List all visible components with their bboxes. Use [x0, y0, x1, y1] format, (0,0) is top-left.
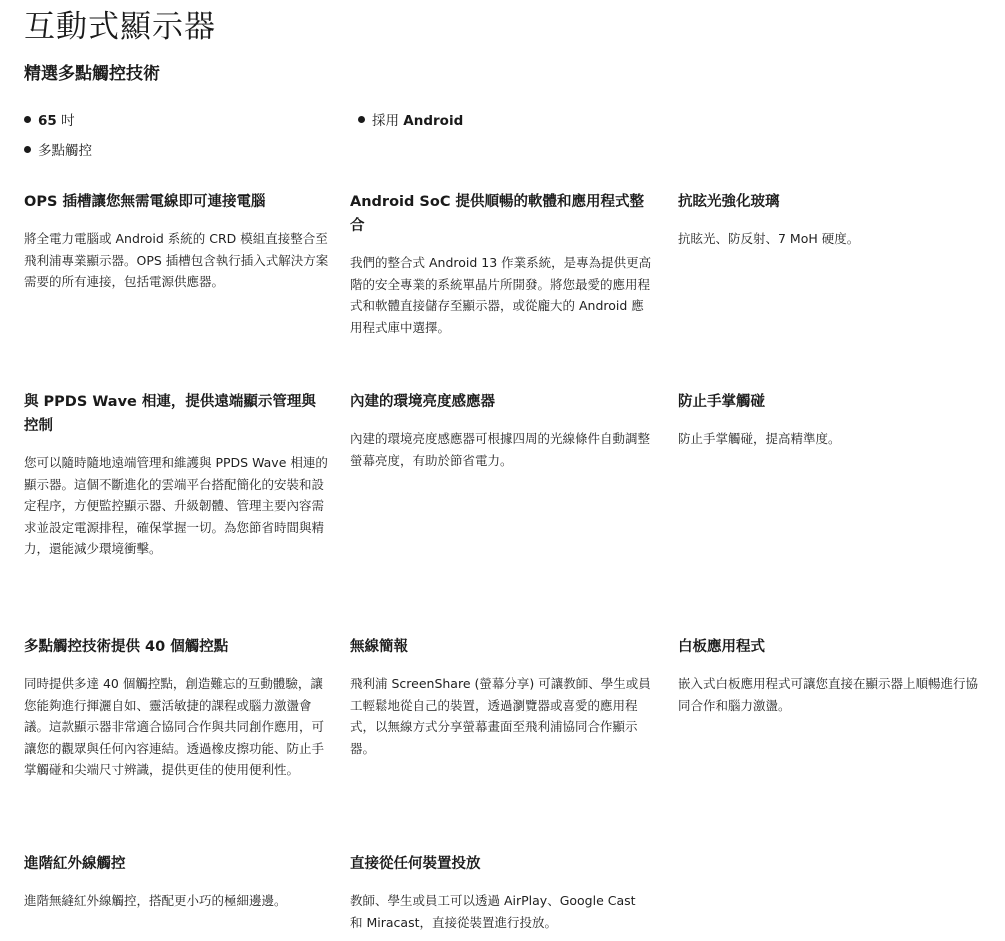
highlight-android	[358, 110, 463, 132]
highlight-text: 多點觸控	[38, 143, 92, 159]
page-subtitle: 精選多點觸控技術	[24, 64, 160, 84]
feature-description: 將全電力電腦或 Android 系統的 CRD 模組直接整合至飛利浦專業顯示器。OPS 插槽包含執行插入式解決方案需要的所有連接，包括電源供應器。	[24, 231, 329, 289]
page-title: 互動式顯示器	[24, 9, 216, 45]
feature-title: 進階紅外線觸控	[24, 856, 126, 872]
bullet-dot-icon	[24, 116, 31, 123]
feature-whiteboard-app	[678, 635, 984, 716]
highlight-bold: Android	[403, 113, 464, 129]
feature-android-soc	[350, 190, 652, 338]
feature-description: 您可以隨時隨地遠端管理和維護與 PPDS Wave 相連的顯示器。這個不斷進化的雲端平台搭配簡化的安裝和設定程序，方便監控顯示器、升級韌體、管理主要內容需求並設定電源排程，確保掌握一切。為您節省時間與精力，還能減少環境衝擊。	[24, 455, 328, 556]
feature-title: Android SoC 提供順暢的軟體和應用程式整合	[350, 194, 645, 234]
feature-infrared-touch	[24, 852, 330, 912]
feature-40-touch-points	[24, 635, 330, 781]
feature-casting	[350, 852, 652, 933]
feature-title: 與 PPDS Wave 相連，提供遠端顯示管理與控制	[24, 394, 316, 434]
feature-description: 嵌入式白板應用程式可讓您直接在顯示器上順暢進行協同合作和腦力激盪。	[678, 676, 979, 713]
highlights-list	[24, 110, 984, 170]
highlight-multitouch	[24, 140, 92, 162]
feature-description: 我們的整合式 Android 13 作業系統，是專為提供更高階的安全專業的系統單晶片所開發。將您最愛的應用程式和軟體直接儲存至顯示器，或從龐大的 Android 應用程式庫中選擇。	[350, 255, 652, 335]
feature-description: 內建的環境亮度感應器可根據四周的光線條件自動調整螢幕亮度，有助於節省電力。	[350, 431, 651, 468]
feature-title: 抗眩光強化玻璃	[678, 194, 780, 210]
feature-title: 防止手掌觸碰	[678, 394, 765, 410]
feature-anti-glare-glass	[678, 190, 984, 250]
feature-description: 教師、學生或員工可以透過 AirPlay、Google Cast 和 Miracast，直接從裝置進行投放。	[350, 893, 636, 930]
feature-title: 無線簡報	[350, 639, 408, 655]
highlight-prefix: 採用	[372, 113, 404, 129]
feature-title: 白板應用程式	[678, 639, 765, 655]
highlight-text: 吋	[56, 113, 75, 129]
feature-palm-rejection	[678, 390, 984, 450]
feature-title: 內建的環境亮度感應器	[350, 394, 495, 410]
bullet-dot-icon	[24, 146, 31, 153]
feature-title: 直接從任何裝置投放	[350, 856, 481, 872]
highlight-bold: 65	[38, 113, 57, 129]
highlight-screen-size	[24, 110, 75, 132]
feature-wireless-presentation	[350, 635, 652, 759]
feature-title: 多點觸控技術提供 40 個觸控點	[24, 639, 229, 655]
feature-ops-slot	[24, 190, 330, 293]
feature-description: 飛利浦 ScreenShare (螢幕分享) 可讓教師、學生或員工輕鬆地從自己的裝置，透過瀏覽器或喜愛的應用程式，以無線方式分享螢幕畫面至飛利浦協同合作顯示器。	[350, 676, 651, 756]
feature-ppds-wave	[24, 390, 330, 560]
feature-ambient-light-sensor	[350, 390, 652, 471]
feature-description: 同時提供多達 40 個觸控點，創造難忘的互動體驗，讓您能夠進行揮灑自如、靈活敏捷的課程或腦力激盪會議。這款顯示器非常適合協同合作與共同創作應用，可讓您的觀眾與任何內容連結。透過橡皮擦功能、防止手掌觸碰和尖端尺寸辨識，提供更佳的使用便利性。	[24, 676, 325, 777]
feature-description: 抗眩光、防反射、7 MoH 硬度。	[678, 231, 860, 246]
feature-description: 進階無縫紅外線觸控，搭配更小巧的極細邊邊。	[24, 893, 287, 908]
feature-description: 防止手掌觸碰，提高精準度。	[678, 431, 841, 446]
bullet-dot-icon	[358, 116, 365, 123]
feature-title: OPS 插槽讓您無需電線即可連接電腦	[24, 194, 266, 210]
